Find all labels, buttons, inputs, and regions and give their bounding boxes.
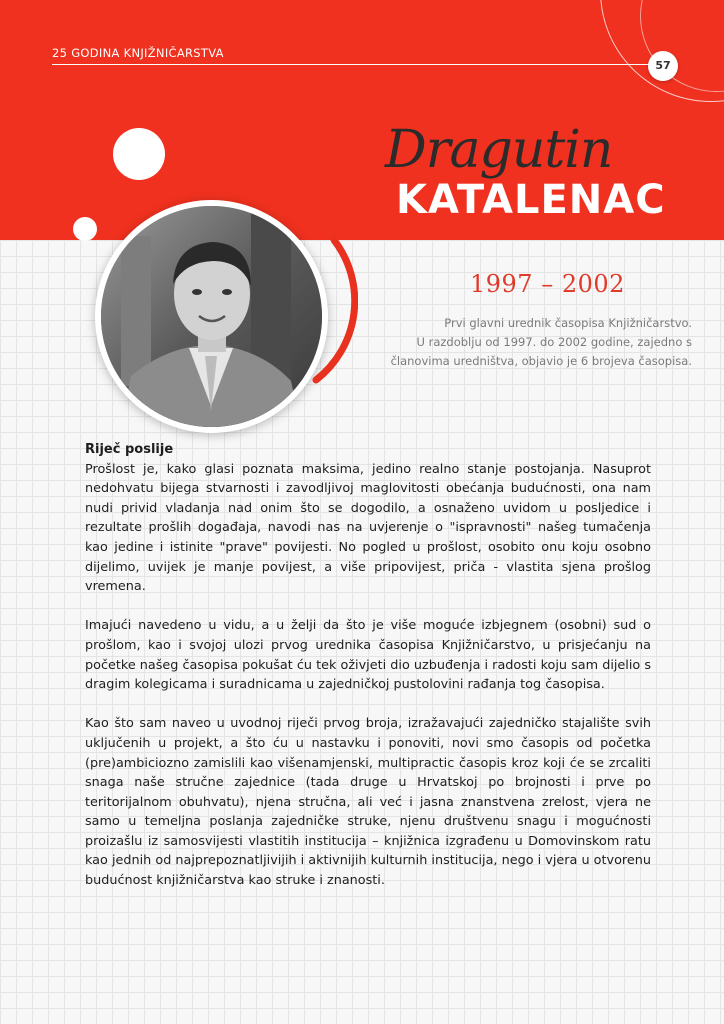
article-body: [85, 440, 651, 910]
header-divider: [52, 64, 650, 65]
article-paragraph: Kao što sam naveo u uvodnoj riječi prvog broja, izražavajući zajedničko stajalište svih uključenih u projekt, a što ću u nastavku i ponoviti, novi smo časopis od početka (pre)ambiciozno zamislili kao višenamjenski, multipractic časopis kroz koji će se zrcaliti snaga naše stručne zajednice (tada druge u Hrvatskoj po brojnosti i prve po teritorijalnom obuhvatu), njena stručna, ali već i jasna znanstvena zrelost, vjera ne samo u temeljna poslanja zajedničke struke, njenu društvenu snagu i mogućnosti proizašlu iz samosvijesti vlastitih institucija – knjižnica izgrađenu u Domovinskom ratu kao jednih od najprepoznatljivijih i aktivnijih kulturnih institucija, nego i vjera u otvorenu budućnost knjižničarstva kao struke i znanosti.: [85, 716, 651, 889]
last-name: KATALENAC: [396, 177, 666, 223]
decorative-dot: [113, 128, 165, 180]
article-paragraph: Imajući navedeno u vidu, a u želji da što je više moguće izbjegnem (osobni) sud o prošlom, kao i svojoj ulozi prvog urednika časopisa Knjižničarstvo, u prisjećanju na početke našeg časopisa pokušat ću tek oživjeti dio uzbuđenja i radosti koju sam dijelio s dragim kolegicama i suradnicama u zajedničkoj pustolovini rađanja tog časopisa.: [85, 618, 651, 693]
description-line: Prvi glavni urednik časopisa Knjižničarstvo.: [444, 316, 692, 330]
first-name: Dragutin: [385, 120, 613, 180]
decorative-dot: [73, 217, 97, 241]
description-line: članovima uredništva, objavio je 6 brojeva časopisa.: [390, 354, 692, 368]
page-number: 57: [648, 51, 678, 81]
section-title: 25 GODINA KNJIŽNIČARSTVA: [52, 46, 224, 60]
article-heading: Riječ poslije: [85, 442, 174, 457]
tenure-years: 1997 – 2002: [470, 270, 625, 298]
article-paragraph: Prošlost je, kako glasi poznata maksima, jedino realno stanje postojanja. Nasuprot nedohvatu bijega stvarnosti i zavodljivoj maglovitosti obećanja budućnosti, ona nam nudi privid vladanja nad onim što se dogodilo, a osnaženo uvidom u posljedice i rezultate prošlih događaja, navodi nas na uvjerenje o "ispravnosti" našeg tumačenja kao jedine i istinite "prave" povijesti. No pogled u prošlost, osobito onu koju osobno dijelimo, uvijek je manje povijest, a više pripovijest, priča - vlastita sjena prošlog vremena.: [85, 461, 651, 595]
description-line: U razdoblju od 1997. do 2002 godine, zajedno s: [416, 335, 692, 349]
profile-description: [340, 314, 692, 371]
